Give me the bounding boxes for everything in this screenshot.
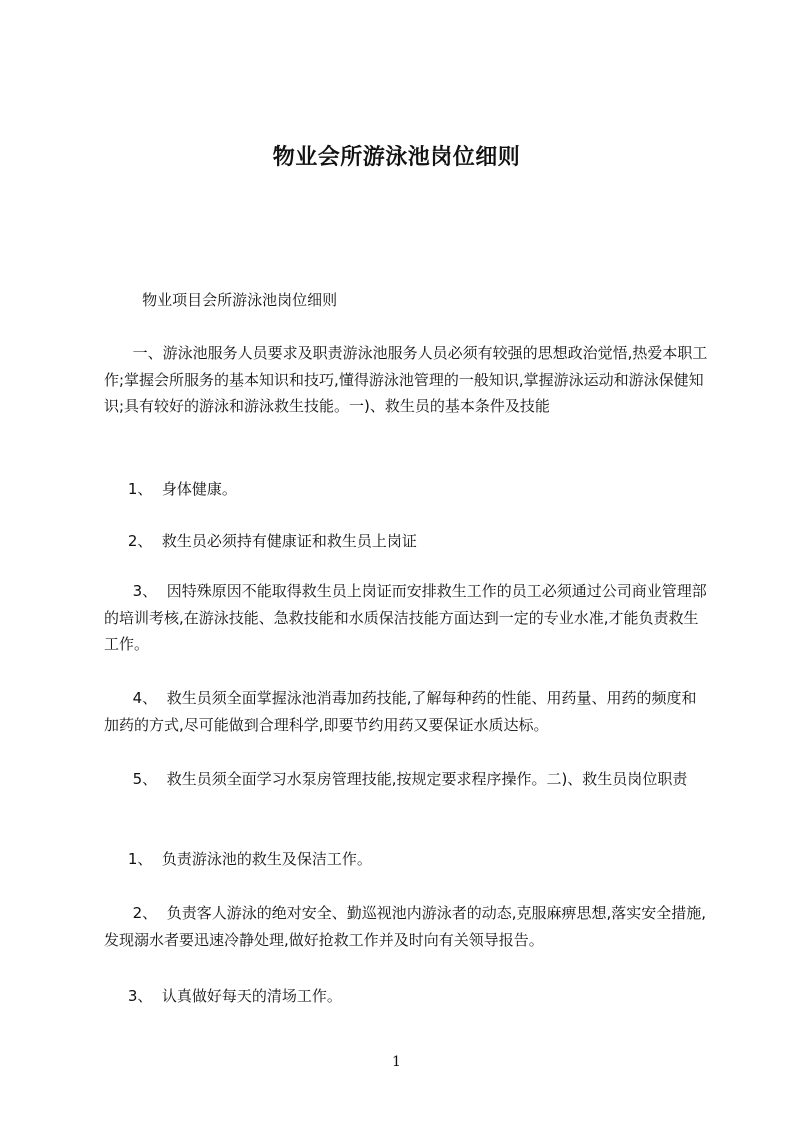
paragraph-duty-2: 2、 负责客人游泳的绝对安全、勤巡视池内游泳者的动态,克服麻痹思想,落实安全措施,发现溺水者要迅速冷静处理,做好抢救工作并及时向有关领导报告。 bbox=[104, 904, 706, 949]
paragraph-item-5: 5、 救生员须全面学习水泵房管理技能,按规定要求程序操作。二)、救生员岗位职责 bbox=[104, 770, 688, 788]
paragraph-item-3: 3、 因特殊原因不能取得救生员上岗证而安排救生工作的员工必须通过公司商业管理部的培训考核,在游泳技能、急救技能和水质保洁技能方面达到一定的专业水准,才能负责救生工作。 bbox=[104, 582, 707, 653]
document-title: 物业会所游泳池岗位细则 bbox=[272, 145, 521, 170]
paragraph-subtitle: 物业项目会所游泳池岗位细则 bbox=[104, 291, 338, 309]
paragraph-duty-3: 3、 认真做好每天的清场工作。 bbox=[104, 987, 342, 1005]
paragraph-duty-1: 1、 负责游泳池的救生及保洁工作。 bbox=[104, 850, 372, 868]
paragraph-section-1: 一、游泳池服务人员要求及职责游泳池服务人员必须有较强的思想政治觉悟,热爱本职工作;掌握会所服务的基本知识和技巧,懂得游泳池管理的一般知识,掌握游泳运动和游泳保健知识;具有较好的游泳和游泳救生技能。一)、救生员的基本条件及技能 bbox=[104, 344, 708, 415]
paragraph-item-1: 1、 身体健康。 bbox=[104, 480, 237, 498]
page-number: 1 bbox=[392, 1054, 401, 1070]
paragraph-item-4: 4、 救生员须全面掌握泳池消毒加药技能,了解每种药的性能、用药量、用药的频度和加药的方式,尽可能做到合理科学,即要节约用药又要保证水质达标。 bbox=[104, 689, 697, 734]
paragraph-item-2: 2、 救生员必须持有健康证和救生员上岗证 bbox=[104, 532, 417, 550]
